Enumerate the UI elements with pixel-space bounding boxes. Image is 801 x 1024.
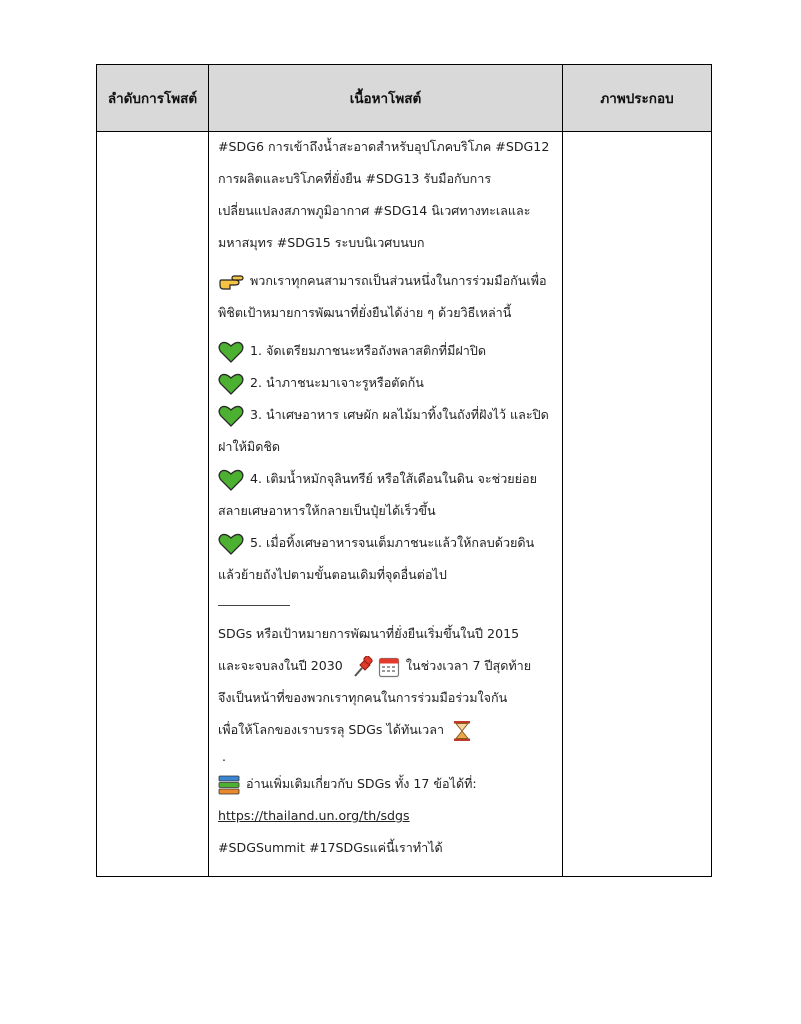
illustration-cell: [563, 132, 711, 876]
sdgs-link[interactable]: https://thailand.un.org/th/sdgs: [218, 808, 410, 823]
pushpin-icon: [352, 656, 374, 678]
green-heart-icon: [218, 533, 244, 555]
divider: [218, 605, 290, 606]
header-illustration: ภาพประกอบ: [563, 65, 711, 132]
intro-line: การผลิตและบริโภคที่ยั่งยืน #SDG13 รับมือกับการ: [218, 171, 492, 186]
books-icon: [218, 774, 240, 796]
read-more-paragraph: อ่านเพิ่มเติมเกี่ยวกับ SDGs ทั้ง 17 ข้อได้ที่: https://thailand.un.org/th/sdgs #SDGSummit #17SDGsแค่นี้เราทำได้: [218, 768, 554, 864]
pointing-hand-icon: [218, 273, 244, 291]
order-cell: [97, 132, 209, 876]
intro-paragraph: [218, 131, 554, 259]
green-heart-icon: [218, 373, 244, 395]
hashtags: #SDGSummit #17SDGsแค่นี้เราทำได้: [218, 840, 443, 855]
call-to-action: [218, 265, 554, 329]
list-item-continued: แล้วย้ายถังไปตามขั้นตอนเดิมที่จุดอื่นต่อไป: [218, 567, 447, 582]
list-item: 4. เติมน้ำหมักจุลินทรีย์ หรือใส้เดือนในดิน จะช่วยย่อย: [218, 463, 554, 495]
sdg-paragraph: SDGs หรือเป้าหมายการพัฒนาที่ยั่งยืนเริ่มขึ้นในปี 2015 และจะจบลงในปี 2030 ในช่วงเวลา 7 ปีสุดท้าย จึงเป็นหน้าที่ของพวกเราทุกคนในการร่วมมือร่วมใจกัน เพื่อให้โลกของเราบรรลุ SDGs ได้ทันเวลา: [218, 618, 554, 746]
list-item: 3. นำเศษอาหาร เศษผัก ผลไม้มาทิ้งในถังที่ฝังไว้ และปิด: [218, 399, 554, 431]
intro-line: #SDG6 การเข้าถึงน้ำสะอาดสำหรับอุปโภคบริโภค #SDG12: [218, 139, 550, 154]
header-post-content: เนื้อหาโพสต์: [209, 65, 563, 132]
green-heart-icon: [218, 469, 244, 491]
dot-separator: .: [222, 749, 227, 764]
post-table: [96, 64, 712, 877]
call-line: พวกเราทุกคนสามารถเป็นส่วนหนึ่งในการร่วมมือกันเพื่อ: [250, 273, 547, 288]
calendar-icon: [378, 656, 400, 678]
list-item: 5. เมื่อทิ้งเศษอาหารจนเต็มภาชนะแล้วให้กลบด้วยดิน: [218, 527, 554, 559]
intro-line: มหาสมุทร #SDG15 ระบบนิเวศบนบก: [218, 235, 425, 250]
green-heart-icon: [218, 341, 244, 363]
list-item: 2. นำภาชนะมาเจาะรูหรือตัดก้น: [218, 367, 554, 399]
steps-list: [218, 335, 554, 591]
call-line: พิชิตเป้าหมายการพัฒนาที่ยั่งยืนได้ง่าย ๆ ด้วยวิธีเหล่านี้: [218, 305, 512, 320]
content-cell: [209, 132, 563, 876]
hourglass-icon: [453, 720, 471, 742]
list-item-continued: สลายเศษอาหารให้กลายเป็นปุ๋ยได้เร็วขึ้น: [218, 503, 436, 518]
header-post-order: ลำดับการโพสต์: [97, 65, 209, 132]
list-item: 1. จัดเตรียมภาชนะหรือถังพลาสติกที่มีฝาปิด: [218, 335, 554, 367]
green-heart-icon: [218, 405, 244, 427]
list-item-continued: ฝาให้มิดชิด: [218, 439, 281, 454]
intro-line: เปลี่ยนแปลงสภาพภูมิอากาศ #SDG14 นิเวศทางทะเลและ: [218, 203, 531, 218]
